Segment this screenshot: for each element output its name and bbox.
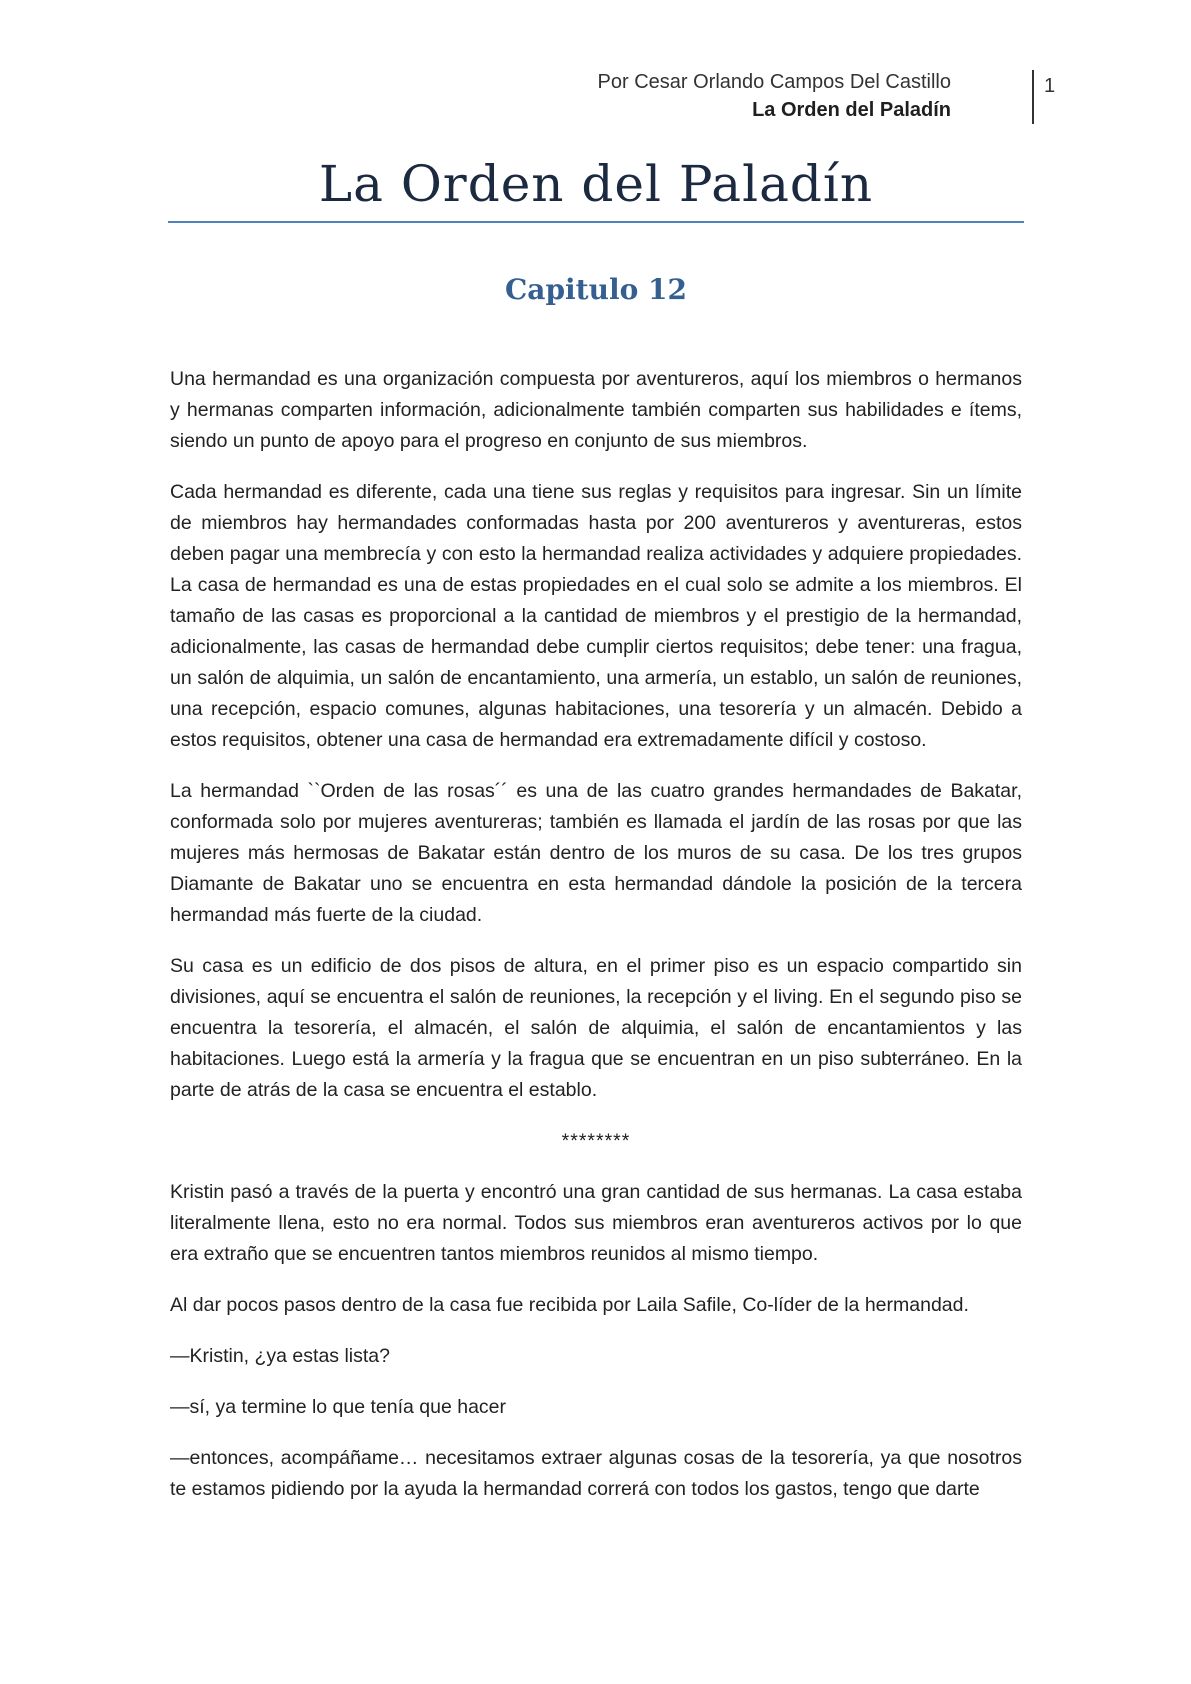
scene-separator: ******** [561,1130,631,1152]
dialogue-line-3: —entonces, acompáñame… necesitamos extraer algunas cosas de la tesorería, ya que nosotros te estamos pidiendo por la ayuda la hermandad correrá con todos los gastos, tengo que darte [170,1447,1022,1500]
page-number: 1 [1044,75,1056,97]
document-title: La Orden del Paladín [318,155,874,213]
chapter-heading: Capitulo 12 [505,273,687,306]
header-title: La Orden del Paladín [752,99,951,121]
paragraph-5: Kristin pasó a través de la puerta y encontró una gran cantidad de sus hermanas. La casa estaba literalmente llena, esto no era normal. Todos sus miembros eran aventureros activos por lo que era extraño que se encuentren tantos miembros reunidos al mismo tiempo. [170,1181,1022,1265]
running-header [598,68,951,124]
header-divider [1032,70,1034,124]
header-author: Por Cesar Orlando Campos Del Castillo [597,71,951,93]
dialogue-line-1: —Kristin, ¿ya estas lista? [170,1345,390,1367]
paragraph-2: Cada hermandad es diferente, cada una tiene sus reglas y requisitos para ingresar. Sin un límite de miembros hay hermandades conformadas hasta por 200 aventureros y aventureras, estos deben pagar una membrecía y con esto la hermandad realiza actividades y adquiere propiedades. La casa de hermandad es una de estas propiedades en el cual solo se admite a los miembros. El tamaño de las casas es proporcional a la cantidad de miembros y el prestigio de la hermandad, adicionalmente, las casas de hermandad debe cumplir ciertos requisitos; debe tener: una fragua, un salón de alquimia, un salón de encantamiento, una armería, un establo, un salón de reuniones, una recepción, espacio comunes, algunas habitaciones, una tesorería y un almacén. Debido a estos requisitos, obtener una casa de hermandad era extremadamente difícil y costoso. [170,481,1022,751]
title-underline [168,221,1024,223]
paragraph-4: Su casa es un edificio de dos pisos de altura, en el primer piso es un espacio compartido sin divisiones, aquí se encuentra el salón de reuniones, la recepción y el living. En el segundo piso se encuentra la tesorería, el almacén, el salón de alquimia, el salón de encantamientos y las habitaciones. Luego está la armería y la fragua que se encuentran en un piso subterráneo. En la parte de atrás de la casa se encuentra el establo. [170,955,1022,1101]
paragraph-6: Al dar pocos pasos dentro de la casa fue recibida por Laila Safile, Co-líder de la hermandad. [170,1294,969,1316]
dialogue-line-2: —sí, ya termine lo que tenía que hacer [170,1396,507,1418]
paragraph-3: La hermandad ``Orden de las rosas´´ es una de las cuatro grandes hermandades de Bakatar, conformada solo por mujeres aventureras; también es llamada el jardín de las rosas por que las mujeres más hermosas de Bakatar están dentro de los muros de su casa. De los tres grupos Diamante de Bakatar uno se encuentra en esta hermandad dándole la posición de la tercera hermandad más fuerte de la ciudad. [170,780,1022,926]
body-text [170,364,1022,1525]
paragraph-1: Una hermandad es una organización compuesta por aventureros, aquí los miembros o hermanos y hermanas comparten información, adicionalmente también comparten sus habilidades e ítems, siendo un punto de apoyo para el progreso en conjunto de sus miembros. [170,368,1022,452]
